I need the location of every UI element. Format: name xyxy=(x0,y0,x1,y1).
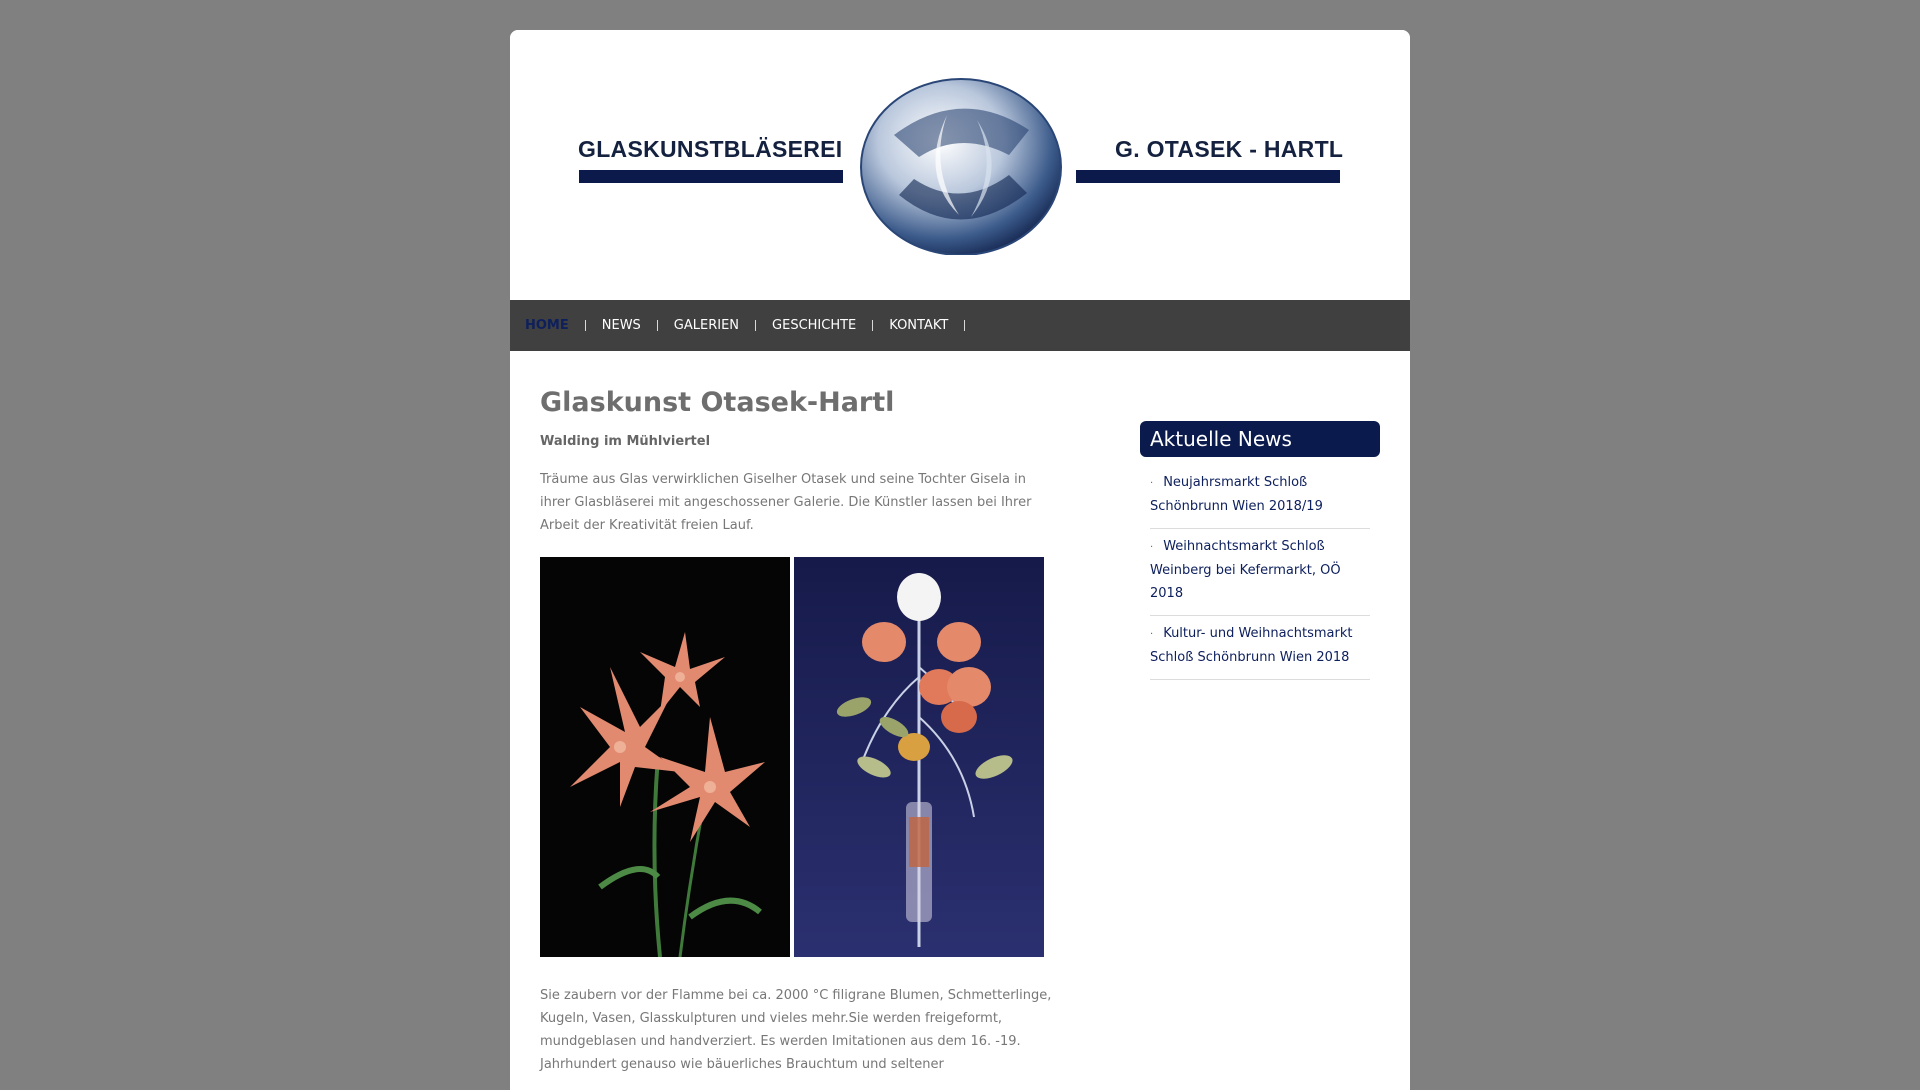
news-list xyxy=(1140,465,1380,680)
glass-rose-photo[interactable] xyxy=(794,557,1044,957)
logo-text-left: GLASKUNSTBLÄSEREI xyxy=(578,136,843,162)
nav-item-kontakt[interactable]: KONTAKT xyxy=(873,320,965,331)
page-container xyxy=(510,30,1410,1090)
logo-bar-right xyxy=(1076,170,1340,183)
bullet-icon: · xyxy=(1150,478,1154,489)
intro-paragraph: Träume aus Glas verwirklichen Giselher Otasek und seine Tochter Gisela in ihrer Glasbläserei mit angeschossener Galerie. Die Künstler lassen bei Ihrer Arbeit der Kreativität freien Lauf. xyxy=(540,472,1032,533)
page-title: Glaskunst Otasek-Hartl xyxy=(540,387,895,418)
news-sidebar xyxy=(1140,421,1380,680)
glass-globe-logo[interactable] xyxy=(859,75,1063,255)
news-item[interactable] xyxy=(1150,529,1370,616)
news-item-label[interactable]: Neujahrsmarkt Schloß Schönbrunn Wien 2018/19 xyxy=(1150,475,1323,514)
nav-item-galerien[interactable]: GALERIEN xyxy=(658,320,756,331)
main-navigation xyxy=(510,300,1410,351)
lily-photo[interactable] xyxy=(540,557,790,957)
site-header xyxy=(510,30,1410,300)
news-item[interactable] xyxy=(1150,616,1370,680)
page-subtitle: Walding im Mühlviertel xyxy=(540,434,711,449)
nav-item-home[interactable]: HOME xyxy=(525,320,586,331)
news-item-label[interactable]: Kultur- und Weihnachtsmarkt Schloß Schönbrunn Wien 2018 xyxy=(1150,626,1353,665)
nav-item-geschichte[interactable]: GESCHICHTE xyxy=(756,320,873,331)
logo-bar-left xyxy=(579,170,843,183)
news-item-label[interactable]: Weihnachtsmarkt Schloß Weinberg bei Kefermarkt, OÖ 2018 xyxy=(1150,539,1341,601)
sidebar-title: Aktuelle News xyxy=(1140,421,1380,457)
bullet-icon: · xyxy=(1150,629,1154,640)
news-item[interactable] xyxy=(1150,465,1370,529)
body-paragraph: Sie zaubern vor der Flamme bei ca. 2000 °C filigrane Blumen, Schmetterlinge, Kugeln, Vasen, Glasskulpturen und vieles mehr.Sie werden freigeformt, mundgeblasen und handverziert. Es werden Imitationen aus dem 16. -19. Jahrhundert genauso wie bäuerliches Brauchtum und seltener xyxy=(540,988,1052,1072)
photo-row xyxy=(540,557,1060,957)
logo-text-right: G. OTASEK - HARTL xyxy=(1115,136,1344,162)
nav-item-news[interactable]: NEWS xyxy=(586,320,658,331)
bullet-icon: · xyxy=(1150,542,1154,553)
main-content xyxy=(540,351,1060,1076)
